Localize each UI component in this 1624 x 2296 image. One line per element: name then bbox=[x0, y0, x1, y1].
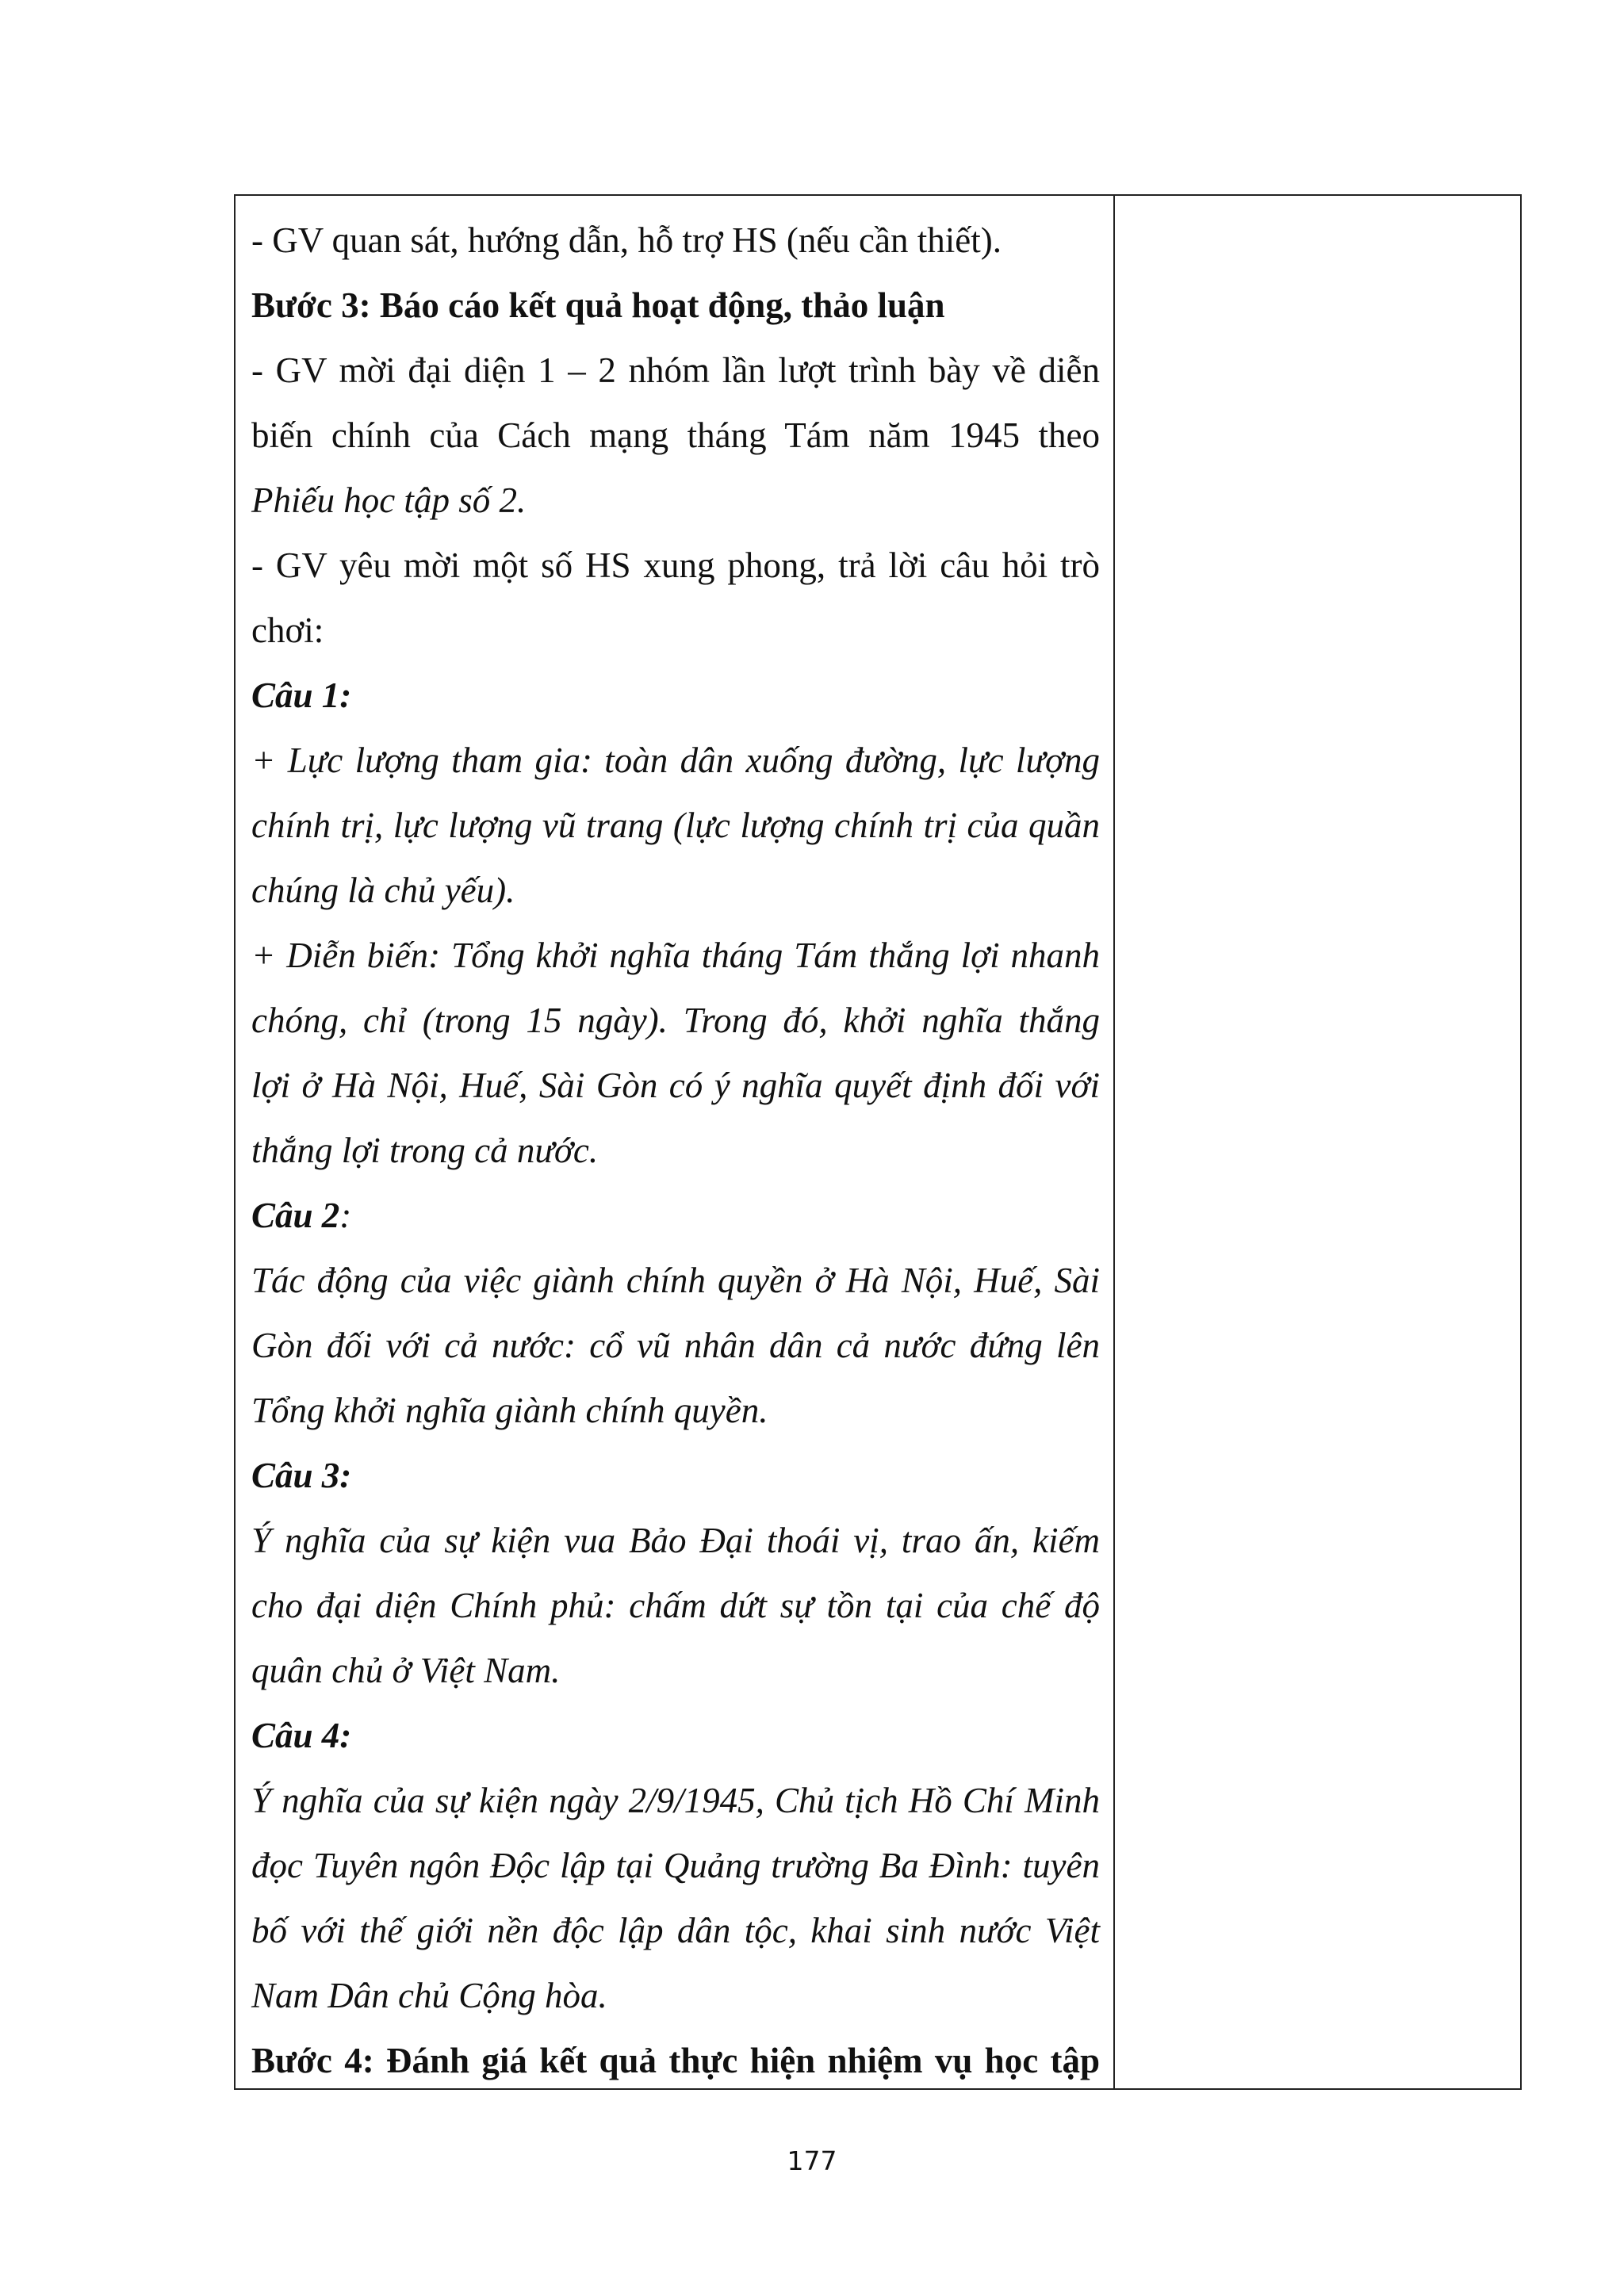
page-number: 177 bbox=[787, 2145, 837, 2176]
answer-line: Tổng khởi nghĩa giành chính quyền. bbox=[251, 1391, 768, 1430]
step-heading: Bước 3: Báo cáo kết quả hoạt động, thảo luận bbox=[251, 285, 945, 325]
answer-line: thắng lợi trong cả nước. bbox=[251, 1131, 599, 1170]
text-line: chơi: bbox=[251, 610, 324, 650]
text-line: - GV quan sát, hướng dẫn, hỗ trợ HS (nếu cần thiết). bbox=[251, 220, 1002, 260]
answer-line: Nam Dân chủ Cộng hòa. bbox=[251, 1976, 607, 2015]
question-label: Câu 2 bbox=[251, 1196, 340, 1235]
answer-line: bố với thế giới nền độc lập dân tộc, khai sinh nước Việt bbox=[251, 1911, 1100, 1950]
text-line: - GV mời đại diện 1 – 2 nhóm lần lượt trình bày về diễn bbox=[251, 350, 1100, 390]
answer-line: lợi ở Hà Nội, Huế, Sài Gòn có ý nghĩa quyết định đối với bbox=[251, 1066, 1100, 1105]
answer-line: chính trị, lực lượng vũ trang (lực lượng chính trị của quần bbox=[251, 806, 1100, 845]
empty-column bbox=[1115, 196, 1520, 2088]
answer-line: chóng, chỉ (trong 15 ngày). Trong đó, khởi nghĩa thắng bbox=[251, 1001, 1100, 1040]
text-line: biến chính của Cách mạng tháng Tám năm 1945 theo bbox=[251, 415, 1100, 455]
question-colon: : bbox=[339, 1196, 352, 1235]
text-line: - GV yêu mời một số HS xung phong, trả lời câu hỏi trò bbox=[251, 545, 1100, 585]
step-heading: Bước 4: Đánh giá kết quả thực hiện nhiệm vụ học tập bbox=[251, 2041, 1100, 2080]
answer-line: chúng là chủ yếu). bbox=[251, 871, 515, 910]
answer-line: Ý nghĩa của sự kiện ngày 2/9/1945, Chủ tịch Hồ Chí Minh bbox=[251, 1781, 1100, 1820]
answer-line: quân chủ ở Việt Nam. bbox=[251, 1651, 561, 1690]
answer-line: + Lực lượng tham gia: toàn dân xuống đường, lực lượng bbox=[251, 740, 1100, 780]
activity-column bbox=[236, 196, 1115, 2088]
question-heading: Câu 1: bbox=[251, 675, 352, 715]
text-line: Phiếu học tập số 2. bbox=[251, 480, 527, 520]
answer-line: Gòn đối với cả nước: cổ vũ nhân dân cả nước đứng lên bbox=[251, 1326, 1100, 1365]
answer-line: Ý nghĩa của sự kiện vua Bảo Đại thoái vị, trao ấn, kiếm bbox=[251, 1521, 1100, 1560]
question-heading: Câu 3: bbox=[251, 1456, 352, 1495]
lesson-table bbox=[234, 194, 1522, 2090]
question-heading: Câu 4: bbox=[251, 1716, 352, 1755]
answer-line: Tác động của việc giành chính quyền ở Hà Nội, Huế, Sài bbox=[251, 1261, 1100, 1300]
answer-line: + Diễn biến: Tổng khởi nghĩa tháng Tám thắng lợi nhanh bbox=[251, 936, 1100, 975]
question-heading bbox=[251, 1193, 351, 1238]
answer-line: cho đại diện Chính phủ: chấm dứt sự tồn tại của chế độ bbox=[251, 1586, 1100, 1625]
answer-line: đọc Tuyên ngôn Độc lập tại Quảng trường Ba Đình: tuyên bbox=[251, 1846, 1100, 1885]
